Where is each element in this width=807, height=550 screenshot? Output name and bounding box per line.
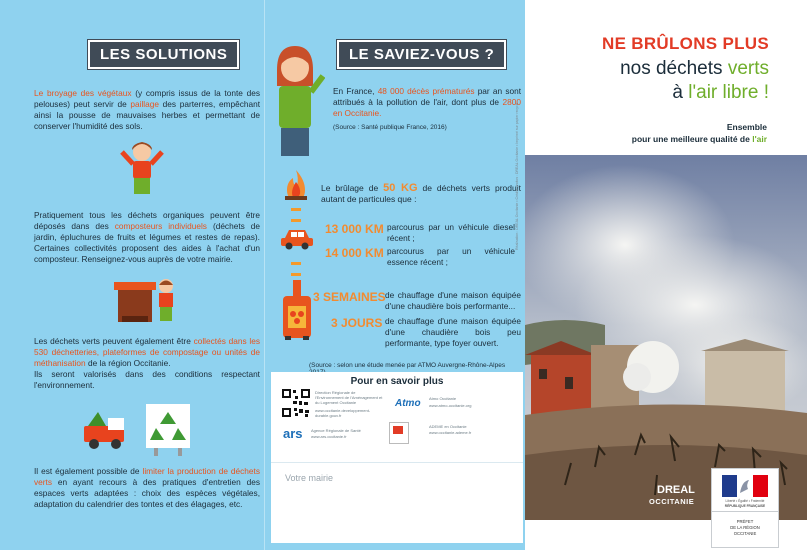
solutions-paragraph-broyage: Le broyage des végétaux (y compris issus de la tonte des pelouses) peut servir de paillage des parterres, empêchant ainsi la pousse de mauvaises herbes et permettant de conserver l'humidité des sols. xyxy=(34,88,260,131)
republic-motto: Liberté • Égalité • Fraternité xyxy=(725,499,765,503)
km-diesel-text: parcourus par un véhicule diesel récent ; xyxy=(387,222,515,243)
mairie-box xyxy=(271,462,523,543)
occitanie-highlight: 2800 en Occitanie. xyxy=(333,97,521,118)
ars-contact-url[interactable]: www.ars.occitanie.fr xyxy=(311,434,347,439)
marianne-flag-icon xyxy=(722,475,768,497)
limiter-highlight: limiter la production de déchets verts xyxy=(34,466,260,487)
cover-title-line2: nos déchets verts xyxy=(620,58,769,79)
more-info-title: Pour en savoir plus xyxy=(350,376,444,387)
collecte-highlight: collectés dans les 530 déchetteries, plateformes de compostage ou unités de méthanisation xyxy=(34,336,260,368)
study-source: (Source : selon une étude menée par ATMO Auvergne-Rhône-Alpes xyxy=(309,362,506,369)
prefet-line3: OCCITANIE xyxy=(733,531,757,536)
republic-name: RÉPUBLIQUE FRANÇAISE xyxy=(724,504,766,508)
solutions-header: LES SOLUTIONS xyxy=(88,40,239,69)
dreal-contact-url[interactable]: www.occitanie.developpement-durable.gouv.fr xyxy=(315,408,371,418)
compost-bin-illustration xyxy=(112,276,182,326)
weeks-value: 3 SEMAINES xyxy=(313,290,386,304)
ademe-contact-url[interactable]: www.occitanie.ademe.fr xyxy=(429,430,472,435)
equals-icon xyxy=(291,262,301,276)
days-text: de chauffage d'une maison équipée d'une chaudière bois peu performante, type foyer ouvert. xyxy=(385,316,521,348)
cover-subtitle-1: Ensemble xyxy=(726,122,767,132)
truck-recycling-illustration xyxy=(80,404,220,456)
km-essence-value: 14 000 KM xyxy=(325,246,384,260)
logo-divider xyxy=(712,511,778,512)
saviez-vous-header: LE SAVIEZ-VOUS ? xyxy=(337,40,506,69)
prefecture-logo-block xyxy=(711,468,779,548)
burning-field-photo xyxy=(525,155,807,520)
car-icon xyxy=(279,226,315,250)
solutions-paragraph-collecte: Les déchets verts peuvent également être collectés dans les 530 déchetteries, plateformes de compostage ou unités de méthanisation de la région Occitanie. Ils seront valorisés dans des conditions respectant l'environnement. xyxy=(34,336,260,390)
fire-icon xyxy=(281,168,311,202)
more-info-box xyxy=(271,372,523,462)
solutions-paragraph-composteurs: Pratiquement tous les déchets organiques peuvent être déposés dans des composteurs individuels (déchets de jardin, épluchures de fruits et légumes et restes de repas). Certaines collectivités proposent des aides à l'achat d'un composteur. Renseignez-vous auprès de votre mairie. xyxy=(34,210,260,264)
wood-stove-icon xyxy=(279,280,315,342)
prefet-line1: PRÉFET xyxy=(736,519,754,524)
equals-icon xyxy=(291,208,301,222)
pollution-fact: En France, 48 000 décès prématurés par an sont attribués à la pollution de l'air, dont plus de 2800 en Occitanie. xyxy=(333,86,521,118)
weeks-text: de chauffage d'une maison équipée d'une chaudière bois performante... xyxy=(385,290,521,311)
fifty-kg-value: 50 KG xyxy=(383,182,418,194)
composteurs-highlight: composteurs individuels xyxy=(114,221,207,231)
solutions-paragraph-limiter: Il est également possible de limiter la production de déchets verts en ayant recours à des pratiques d'entretien des espaces verts adaptées : choix des espèces végétales, adaptation du calendrier des tontes et des élagages, etc. xyxy=(34,466,260,509)
dreal-label: DREAL xyxy=(657,484,695,496)
mairie-label: Votre mairie xyxy=(285,473,334,483)
atmo-contact-name: Atmo Occitanie xyxy=(429,396,457,401)
dreal-contact-name: Direction Régionale de l'Environnement de l'Aménagement et du Logement Occitanie xyxy=(315,390,383,405)
qr-code-icon[interactable] xyxy=(281,388,311,418)
paillage-highlight: paillage xyxy=(130,99,159,109)
child-arms-up-illustration xyxy=(118,138,166,198)
km-essence-text: parcourus par un véhicule essence récent ; xyxy=(387,246,515,267)
deces-highlight: 48 000 décès prématurés xyxy=(377,86,475,96)
ademe-contact-name: ADEME en Occitanie xyxy=(429,424,467,429)
atmo-contact-url[interactable]: www.atmo-occitanie.org xyxy=(429,403,472,408)
broyage-highlight: Le broyage des végétaux xyxy=(34,88,132,98)
dreal-region-label: OCCITANIE xyxy=(649,497,695,506)
ars-contact-name: Agence Régionale de Santé xyxy=(311,428,361,433)
days-value: 3 JOURS xyxy=(331,316,383,330)
woman-pointing-illustration xyxy=(265,40,325,170)
ars-logo: ars xyxy=(283,426,303,441)
solutions-panel xyxy=(0,0,265,550)
km-diesel-value: 13 000 KM xyxy=(325,222,384,236)
cover-title-line1: NE BRÛLONS PLUS xyxy=(602,34,769,53)
pollution-source: (Source : Santé publique France, 2016) xyxy=(333,124,447,131)
prefet-line2: DE LA RÉGION xyxy=(730,525,760,530)
burning-fact: Le brûlage de 50 KG de déchets verts produit autant de particules que : xyxy=(321,182,521,204)
cover-subtitle-2: pour une meilleure qualité de l'air xyxy=(631,134,767,144)
vertical-credits: Réalisation : DREAL Occitanie • Crédits photos : DREAL Occitanie • Imprimé sur papier recyclé xyxy=(515,102,519,250)
atmo-logo: Atmo xyxy=(395,398,421,409)
saviez-vous-panel xyxy=(265,0,525,550)
cover-title-line3: à l'air libre ! xyxy=(672,82,769,103)
cover-panel xyxy=(515,0,807,550)
ademe-logo xyxy=(389,422,409,444)
